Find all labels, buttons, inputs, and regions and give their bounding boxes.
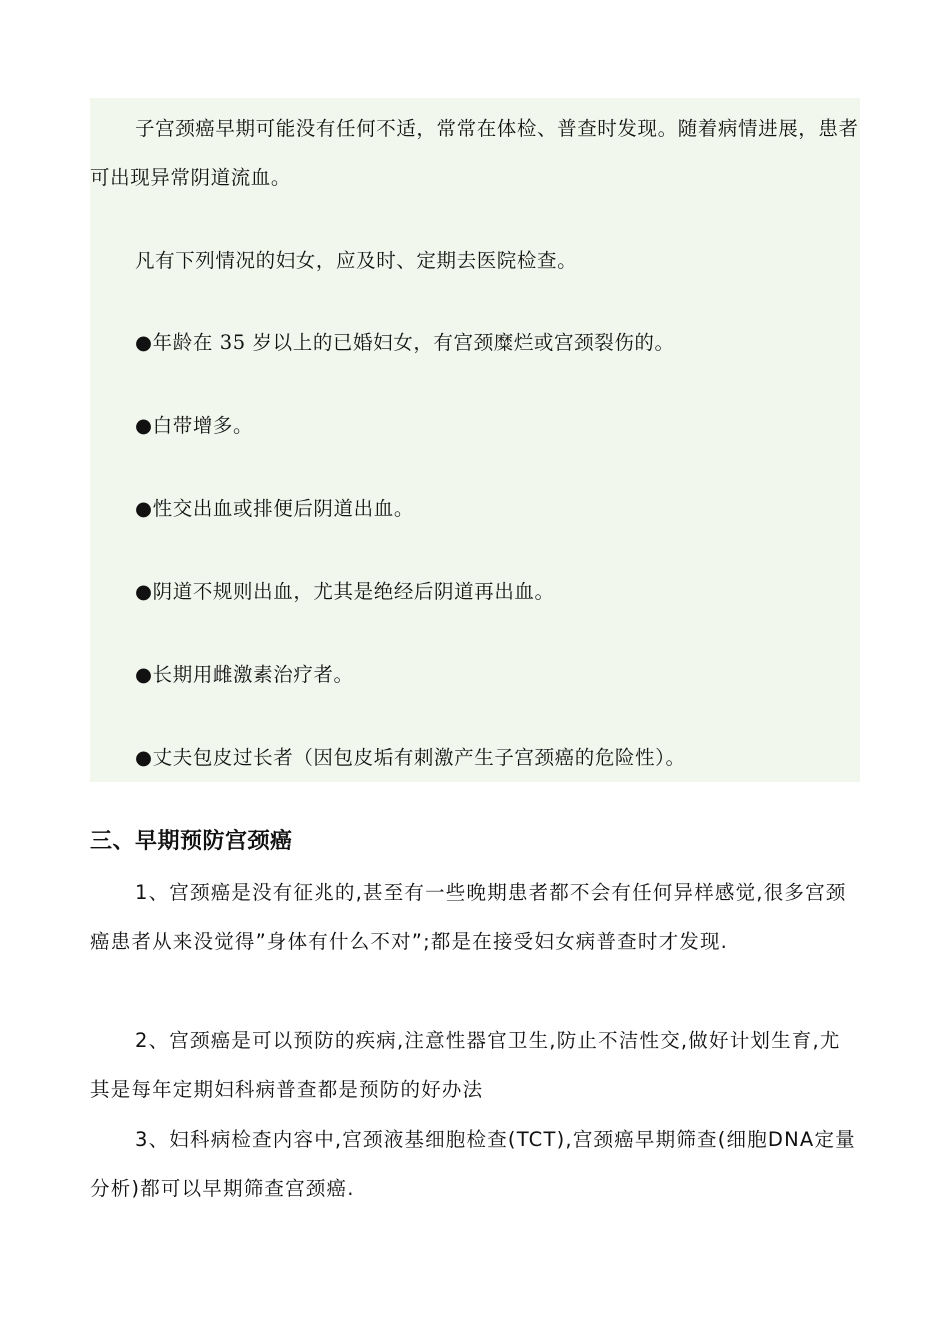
paragraph-prevention-3: 3、妇科病检查内容中,宫颈液基细胞检查(TCT),宫颈癌早期筛查(细胞DNA定量分析)都可以早期筛查宫颈癌. (90, 1128, 856, 1200)
paragraph-prevention-2: 2、宫颈癌是可以预防的疾病,注意性器官卫生,防止不洁性交,做好计划生育,尤其是每年定期妇科病普查都是预防的好办法 (90, 1029, 841, 1101)
bullet-item: ●阴道不规则出血，尤其是绝经后阴道再出血。 (135, 580, 555, 603)
bullet-item: ●长期用雌激素治疗者。 (135, 663, 354, 686)
paragraph-checkup-advice: 凡有下列情况的妇女，应及时、定期去医院检查。 (135, 249, 578, 272)
bullet-item: ●年龄在 35 岁以上的已婚妇女，有宫颈糜烂或宫颈裂伤的。 (135, 331, 675, 354)
bullet-item: ●性交出血或排便后阴道出血。 (135, 497, 414, 520)
bullet-item: ●丈夫包皮过长者（因包皮垢有刺激产生子宫颈癌的危险性）。 (135, 746, 686, 769)
paragraph-prevention-1: 1、宫颈癌是没有征兆的,甚至有一些晚期患者都不会有任何异样感觉,很多宫颈癌患者从来没觉得”身体有什么不对”;都是在接受妇女病普查时才发现. (90, 881, 847, 953)
paragraph-early-symptoms: 子宫颈癌早期可能没有任何不适，常常在体检、普查时发现。随着病情进展，患者可出现异常阴道流血。 (90, 117, 859, 189)
bullet-item: ●白带增多。 (135, 414, 254, 437)
section-heading: 三、早期预防宫颈癌 (90, 829, 293, 854)
